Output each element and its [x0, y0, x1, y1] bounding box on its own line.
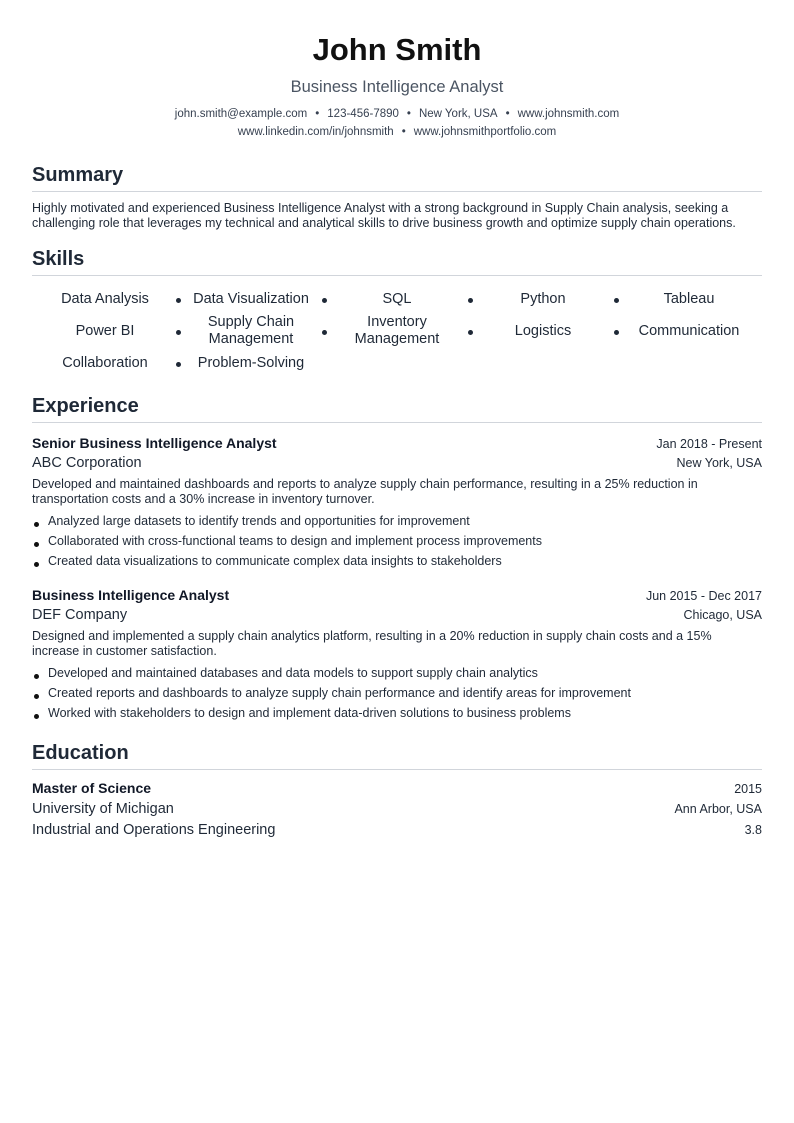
contact-line-1	[32, 105, 762, 123]
contact-linkedin[interactable]: www.linkedin.com/in/johnsmith	[237, 126, 394, 138]
degree: Master of Science	[32, 780, 152, 796]
skills-heading: Skills	[32, 247, 762, 276]
summary-section	[32, 163, 762, 231]
bullet-icon	[34, 562, 39, 567]
contact-phone[interactable]: 123-456-7890	[327, 108, 399, 120]
job-bullets	[32, 511, 762, 571]
skill-item	[324, 316, 470, 346]
skill-label: Problem-Solving	[197, 354, 305, 371]
job-entry	[32, 585, 762, 723]
summary-text: Highly motivated and experienced Business Intelligence Analyst with a strong background in Supply Chain analysis, seeking a challenging role that leverages my technical and analytical skills to drive business growth and optimize supply chain operations.	[32, 201, 736, 230]
bullet-icon	[34, 694, 39, 699]
skill-item	[324, 284, 470, 314]
list-item	[32, 683, 762, 703]
bullet-text: Collaborated with cross-functional teams to design and implement process improvements	[48, 534, 542, 548]
skill-item	[616, 284, 762, 314]
field-of-study: Industrial and Operations Engineering	[32, 822, 276, 838]
list-item	[32, 703, 762, 723]
job-bullets	[32, 663, 762, 723]
school-name: University of Michigan	[32, 801, 174, 817]
skill-label: Communication	[638, 322, 740, 339]
skill-label: Power BI	[75, 322, 135, 339]
skill-item	[32, 348, 178, 378]
contact-website[interactable]: www.johnsmith.com	[517, 108, 620, 120]
skill-item	[178, 348, 324, 378]
contact-email[interactable]: john.smith@example.com	[174, 108, 308, 120]
experience-section	[32, 394, 762, 723]
job-company: ABC Corporation	[32, 455, 142, 471]
skill-label: Tableau	[663, 290, 715, 307]
education-entry	[32, 778, 762, 841]
contact-separator: •	[406, 108, 411, 120]
skill-item	[178, 284, 324, 314]
candidate-name: John Smith	[312, 32, 482, 67]
skill-item	[470, 284, 616, 314]
bullet-icon	[34, 522, 39, 527]
contact-location: New York, USA	[418, 108, 498, 120]
job-title: Business Intelligence Analyst	[32, 587, 230, 603]
bullet-text: Analyzed large datasets to identify trends and opportunities for improvement	[48, 514, 470, 528]
list-item	[32, 663, 762, 683]
job-location: Chicago, USA	[683, 608, 762, 622]
job-dates: Jun 2015 - Dec 2017	[645, 589, 762, 603]
bullet-text: Developed and maintained databases and data models to support supply chain analytics	[48, 666, 538, 680]
contact-separator: •	[401, 126, 406, 138]
bullet-text: Created reports and dashboards to analyze supply chain performance and identify areas for improvement	[48, 686, 631, 700]
list-item	[32, 511, 762, 531]
candidate-title: Business Intelligence Analyst	[290, 78, 504, 96]
job-title: Senior Business Intelligence Analyst	[32, 435, 277, 451]
contact-line-2	[32, 123, 762, 141]
skill-item	[32, 316, 178, 346]
job-location: New York, USA	[676, 456, 762, 470]
bullet-icon	[34, 542, 39, 547]
skills-grid	[32, 284, 762, 378]
bullet-icon	[34, 714, 39, 719]
bullet-icon	[34, 674, 39, 679]
list-item	[32, 551, 762, 571]
school-location: Ann Arbor, USA	[674, 802, 762, 816]
bullet-text: Created data visualizations to communicate complex data insights to stakeholders	[48, 554, 502, 568]
skill-label: Supply Chain Management	[207, 314, 295, 347]
gpa: 3.8	[744, 823, 762, 837]
skill-label: Data Analysis	[61, 290, 149, 307]
education-heading: Education	[32, 741, 762, 770]
skill-item	[32, 284, 178, 314]
experience-heading: Experience	[32, 394, 762, 423]
skill-label: Python	[520, 290, 566, 307]
job-company: DEF Company	[32, 607, 128, 623]
job-description: Designed and implemented a supply chain analytics platform, resulting in a 20% reduction in supply chain costs and a 15% increase in customer satisfaction.	[32, 629, 712, 658]
graduation-year: 2015	[734, 782, 762, 796]
skill-item	[178, 316, 324, 346]
bullet-text: Worked with stakeholders to design and implement data-driven solutions to business problems	[48, 706, 571, 720]
skill-item	[616, 316, 762, 346]
list-item	[32, 531, 762, 551]
contact-separator: •	[505, 108, 510, 120]
summary-heading: Summary	[32, 163, 762, 192]
skill-label: Collaboration	[62, 354, 148, 371]
job-entry	[32, 433, 762, 571]
contact-portfolio[interactable]: www.johnsmithportfolio.com	[413, 126, 557, 138]
skill-label: Data Visualization	[193, 290, 309, 307]
skill-label: Logistics	[514, 322, 572, 339]
skill-item	[470, 316, 616, 346]
resume-header	[32, 32, 762, 141]
skills-section	[32, 247, 762, 378]
skill-label: Inventory Management	[354, 314, 440, 347]
contact-separator: •	[315, 108, 320, 120]
job-description: Developed and maintained dashboards and reports to analyze supply chain performance, resulting in a 25% reduction in transportation costs and a 30% increase in inventory turnover.	[32, 477, 698, 506]
job-dates: Jan 2018 - Present	[656, 437, 762, 451]
skill-label: SQL	[382, 290, 412, 307]
education-section	[32, 741, 762, 841]
